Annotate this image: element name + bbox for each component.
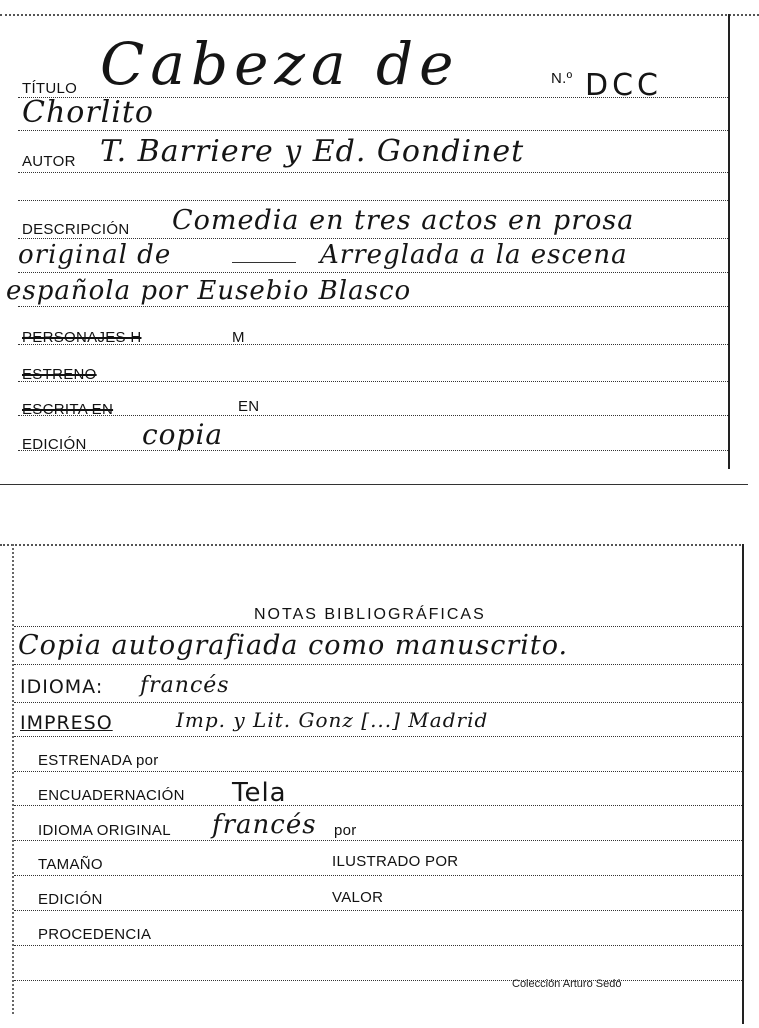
heading-rule: [14, 626, 742, 627]
descripcion-rule-3: [18, 306, 728, 307]
titulo-label: TÍTULO: [22, 80, 78, 97]
notas-heading: NOTAS BIBLIOGRÁFICAS: [254, 606, 486, 623]
valor-label: VALOR: [332, 889, 384, 906]
edicion-rule: [14, 910, 742, 911]
handwritten-encuadernacion-value: Tela: [232, 778, 287, 808]
por-label: por: [334, 822, 357, 839]
handwritten-idioma-value: francés: [140, 673, 230, 698]
handwritten-edition: copia: [142, 418, 224, 451]
handwritten-dash: [232, 262, 296, 263]
notas-rule-2: [14, 702, 742, 703]
encuadernacion-rule: [14, 805, 742, 806]
personajes-m-label: M: [232, 329, 245, 346]
escrita-rule: [18, 415, 728, 416]
handwritten-description-line1: Comedia en tres actos en prosa: [172, 205, 635, 236]
handwritten-description-line2b: Arreglada a la escena: [320, 240, 628, 270]
procedencia-label: PROCEDENCIA: [38, 926, 152, 943]
edicion-rule: [18, 450, 728, 451]
card-left-edge: [12, 544, 14, 1014]
handwritten-number: DCC: [585, 68, 662, 103]
procedencia-rule: [14, 945, 742, 946]
card-top-edge: [0, 544, 744, 546]
descripcion-rule-2: [18, 272, 728, 273]
notas-rule-3: [14, 736, 742, 737]
handwritten-impreso-label: IMPRESO: [20, 712, 113, 734]
autor-rule: [18, 172, 728, 173]
handwritten-idioma-label: IDIOMA:: [20, 676, 104, 698]
tamano-rule: [14, 875, 742, 876]
card-right-edge: [728, 14, 730, 469]
handwritten-author: T. Barriere y Ed. Gondinet: [100, 134, 525, 169]
handwritten-idioma-original-value: francés: [212, 810, 317, 840]
handwritten-description-line2a: original de: [18, 240, 172, 270]
card-bottom-edge: [0, 484, 748, 485]
autor-label: AUTOR: [22, 153, 76, 170]
escrita-en-label: ESCRITA EN: [22, 401, 114, 418]
encuadernacion-label: ENCUADERNACIÓN: [38, 787, 185, 804]
ilustrado-label: ILUSTRADO POR: [332, 853, 459, 870]
en-label: EN: [238, 398, 260, 415]
catalog-card-back: [0, 540, 759, 1028]
estreno-rule: [18, 381, 728, 382]
estrenada-label: ESTRENADA por: [38, 752, 159, 769]
card-top-edge: [0, 14, 759, 16]
idioma-original-rule: [14, 840, 742, 841]
handwritten-impreso-value: Imp. y Lit. Gonz [...] Madrid: [176, 708, 489, 732]
blank-rule: [14, 980, 742, 981]
estreno-label: ESTRENO: [22, 366, 97, 383]
personajes-h-label: PERSONAJES H: [22, 329, 142, 346]
edicion-label: EDICIÓN: [22, 436, 87, 453]
notas-rule-1: [14, 664, 742, 665]
edicion-label: EDICIÓN: [38, 891, 103, 908]
descripcion-label: DESCRIPCIÓN: [22, 221, 130, 238]
handwritten-description-line3: española por Eusebio Blasco: [6, 276, 412, 306]
handwritten-title-line1: Cabeza de: [100, 30, 460, 98]
titulo-rule-2: [18, 130, 728, 131]
estrenada-rule: [14, 771, 742, 772]
tamano-label: TAMAÑO: [38, 856, 103, 873]
catalog-card-front: [0, 0, 759, 500]
card-right-edge: [742, 544, 744, 1024]
collection-footer: Colección Arturo Sedó: [512, 978, 622, 990]
numero-label: N.º: [551, 70, 573, 87]
handwritten-notes-line1: Copia autografiada como manuscrito.: [18, 630, 569, 661]
descripcion-rule: [18, 238, 728, 239]
idioma-original-label: IDIOMA ORIGINAL: [38, 822, 171, 839]
blank-rule: [18, 200, 728, 201]
handwritten-title-line2: Chorlito: [22, 95, 154, 130]
